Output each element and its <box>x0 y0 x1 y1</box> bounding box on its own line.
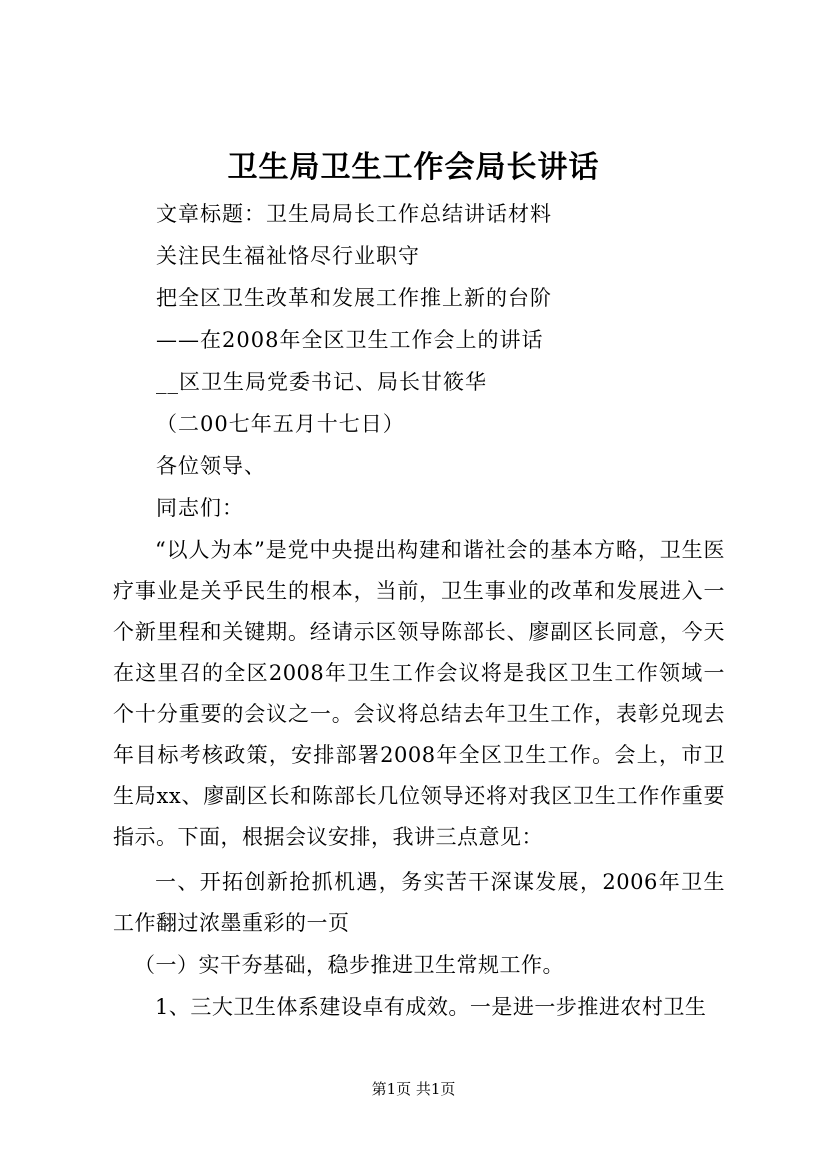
heading-line-2: 把全区卫生改革和发展工作推上新的台阶 <box>156 286 552 310</box>
document-title: 卫生局卫生工作会局长讲话 <box>227 150 600 185</box>
body-paragraph-2: 1、三大卫生体系建设卓有成效。一是进一步推进农村卫生 <box>155 995 707 1019</box>
page-footer: 第1页 共1页 <box>371 1080 456 1098</box>
subtitle-line: ——在2008年全区卫生工作会上的讲话 <box>156 328 544 352</box>
heading-line-1: 关注民生福祉恪尽行业职守 <box>156 244 420 268</box>
salutation-line-1: 各位领导、 <box>156 454 266 478</box>
article-title-line: 文章标题：卫生局局长工作总结讲话材料 <box>156 202 552 226</box>
date-line: （二00七年五月十七日） <box>156 412 405 436</box>
section-heading-1: 一、开拓创新抢抓机遇，务实苦干深谋发展，2006年卫生工作翻过浓墨重彩的一页 <box>113 870 725 935</box>
subsection-heading-1: （一）实干夯基础，稳步推进卫生常规工作。 <box>134 953 564 977</box>
body-paragraph-1: “以人为本”是党中央提出构建和谐社会的基本方略，卫生医疗事业是关乎民生的根本，当前，卫生事业的改革和发展进入一个新里程和关键期。经请示区领导陈部长、廖副区长同意，今天在这里召的全区2008年卫生工作会议将是我区卫生工作领域一个十分重要的会议之一。会议将总结去年卫生工作，表彰兑现去年目标考核政策，安排部署2008年全区卫生工作。会上，市卫生局xx、廖副区长和陈部长几位领导还将对我区卫生工作作重要指示。下面，根据会议安排，我讲三点意见： <box>113 538 725 849</box>
speaker-line: __区卫生局党委书记、局长甘筱华 <box>156 370 487 394</box>
salutation-line-2: 同志们： <box>156 496 244 520</box>
